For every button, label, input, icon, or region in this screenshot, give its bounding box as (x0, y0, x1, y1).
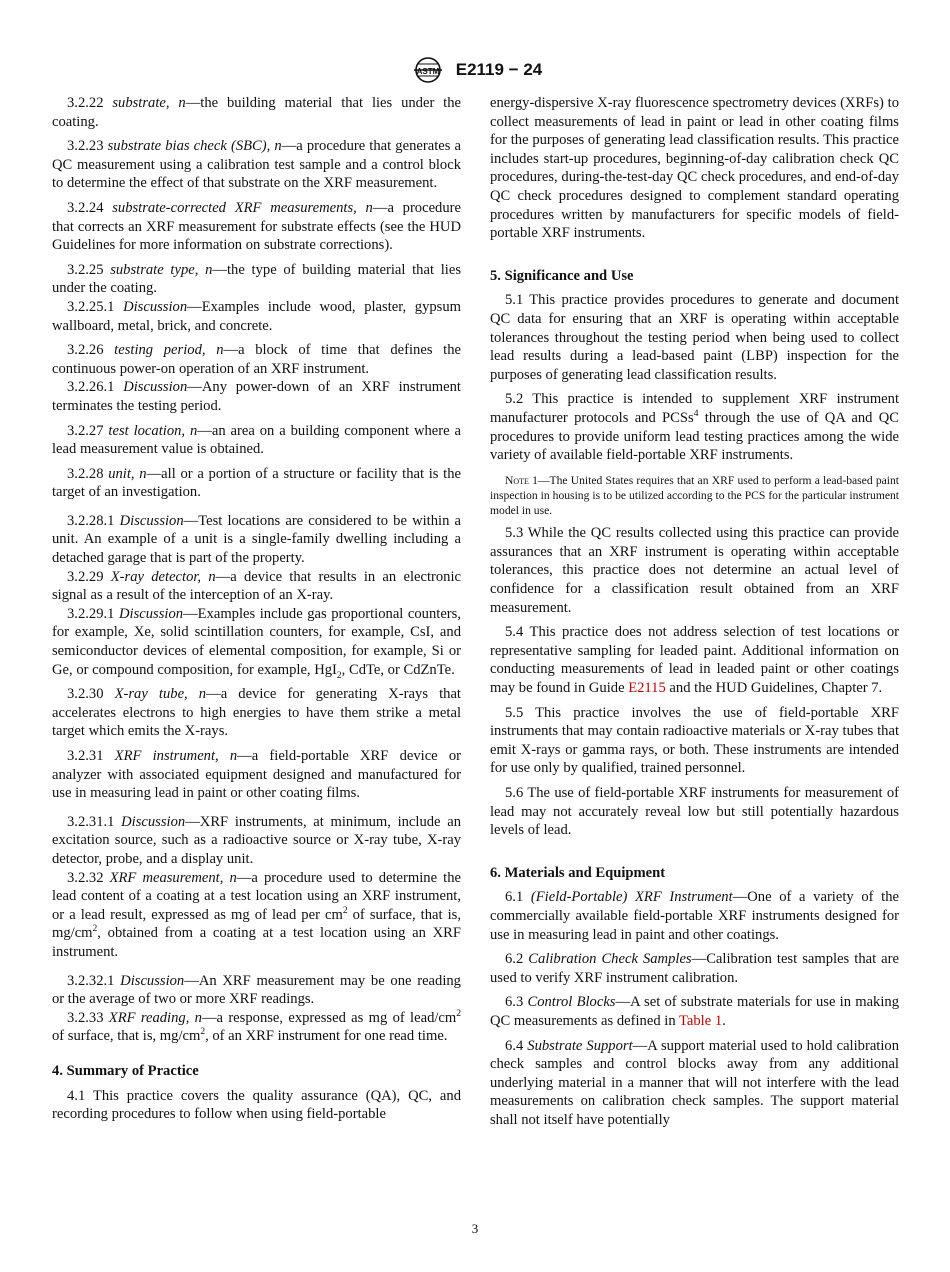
definition-3-2-22: 3.2.22 substrate, n—the building material that lies under the coating. (52, 95, 462, 130)
paragraph-5-4: 5.4 This practice does not address selection of test locations or representative sampling for leaded paint. Additional information on conducting measurements of lead in leaded paint or other coatings may be found in Guide E2115 and the HUD Guidelines, Chapter 7. (490, 624, 899, 697)
section-heading-4: 4. Summary of Practice (52, 1062, 199, 1079)
page-header (0, 56, 950, 84)
section-heading-6: 6. Materials and Equipment (490, 864, 666, 881)
definition-3-2-27: 3.2.27 test location, n—an area on a building component where a lead measurement value is obtained. (52, 422, 461, 458)
table-1-link[interactable]: Table 1 (679, 1012, 723, 1029)
definition-3-2-29: 3.2.29 X-ray detector, n—a device that results in an electronic signal as a result of the interception of an X-ray. (52, 568, 461, 604)
paragraph-4-1: 4.1 This practice covers the quality assurance (QA), QC, and recording procedures to follow when using field-portable (52, 1087, 461, 1123)
right-column (490, 94, 899, 1136)
paragraph-5-3: 5.3 While the QC results collected using this practice can provide assurances that an XRF instrument is operating within acceptable tolerances, this practice does not determine an actual level of confidence for a classification result obtained from an XRF measurement. (490, 525, 899, 616)
paragraph-6-1: 6.1 (Field-Portable) XRF Instrument—One of a variety of the commercially available field-portable XRF instruments designed for use in measuring lead in paint and other coatings. (490, 889, 899, 943)
left-column (52, 94, 461, 1130)
paragraph-6-3: 6.3 Control Blocks—A set of substrate materials for use in making QC measurements as defined in Table 1. (490, 994, 900, 1029)
definition-3-2-24: 3.2.24 substrate-corrected XRF measurements, n—a procedure that corrects an XRF measurement for substrate effects (see the HUD Guidelines for more information on substrate corrections). (52, 199, 461, 254)
definition-3-2-30: 3.2.30 X-ray tube, n—a device for generating X-rays that accelerates electrons to high energies to have them strike a metal target which emits the X-rays. (52, 686, 461, 740)
paragraph-5-6: 5.6 The use of field-portable XRF instruments for measurement of lead may not accurately reveal low but still potentially hazardous levels of lead. (490, 785, 900, 839)
astm-logo-icon (408, 56, 448, 84)
paragraph-6-2: 6.2 Calibration Check Samples—Calibration test samples that are used to verify XRF instrument calibration. (490, 951, 899, 986)
definition-3-2-32: 3.2.32 XRF measurement, n—a procedure used to determine the lead content of a coating at a test location using an XRF instrument, or a lead result, expressed as mg of lead per $cm^2$ of surface, that is, $mg/cm^2$, obtained from a coating at a test location using an XRF instrument. (52, 869, 461, 960)
discussion-3-2-25-1: 3.2.25.1 Discussion—Examples include wood, plaster, gypsum wallboard, metal, brick, and concrete. (52, 298, 462, 334)
note-1: Note 1—The United States requires that an XRF used to perform a lead-based paint inspection in housing is to be utilized according to the PCS for the particular instrument model in use. (490, 473, 900, 518)
paragraph-5-5: 5.5 This practice involves the use of field-portable XRF instruments that may contain radioactive materials or X-ray tubes that emit X-rays or gamma rays, or both. These instruments are intended for use only by qualified, trained personnel. (490, 704, 899, 777)
discussion-3-2-28-1: 3.2.28.1 Discussion—Test locations are considered to be within a unit. An example of a unit is a single-family dwelling including a detached garage that is part of the property. (52, 512, 461, 567)
definition-3-2-28: 3.2.28 unit, n—all or a portion of a structure or facility that is the target of an investigation. (52, 465, 462, 501)
definition-3-2-23: 3.2.23 substrate bias check (SBC), n—a procedure that generates a QC measurement using a calibration test sample and a control block to determine the effect of that substrate on the XRF measurement. (52, 138, 461, 192)
section-heading-5: 5. Significance and Use (490, 267, 634, 284)
definition-3-2-33: 3.2.33 XRF reading, n—a response, expressed as mg of lead/$cm^2$ of surface, that is, $mg/cm^2$, of an XRF instrument for one read time. (52, 1008, 461, 1045)
paragraph-5-1: 5.1 This practice provides procedures to generate and document QC data for ensuring that an XRF is operating within acceptable tolerances throughout the testing period when being used to collect lead results during a lead-based paint (LBP) inspection for the purposes of generating lead classification results. (490, 292, 899, 383)
discussion-3-2-32-1: 3.2.32.1 Discussion—An XRF measurement may be one reading or the average of two or more XRF readings. (52, 972, 461, 1008)
svg-text:ASTM: ASTM (416, 67, 440, 76)
document-code: E2119 − 24 (455, 60, 543, 79)
discussion-3-2-29-1: 3.2.29.1 Discussion—Examples include gas proportional counters, for example, Xe, solid scintillation counters, for example, CsI, and semiconductor devices of elemental composition, for example, Si or Ge, or compound composition, for example, HgI$_2$, CdTe, or CdZnTe. (52, 605, 461, 681)
discussion-3-2-26-1: 3.2.26.1 Discussion—Any power-down of an XRF instrument terminates the testing period. (52, 379, 461, 414)
paragraph-6-4: 6.4 Substrate Support—A support material used to hold calibration check samples and control blocks away from any additional underlying material in a manner that will not interfere with the lead measurements on calibration check samples. The support material shall not itself have potentially (490, 1037, 900, 1128)
guide-e2115-link[interactable]: E2115 (628, 680, 666, 697)
page-number: 3 (471, 1221, 479, 1236)
discussion-3-2-31-1: 3.2.31.1 Discussion—XRF instruments, at minimum, include an excitation source, such as a radioactive source or X-ray tube, X-ray detector, probe, and a display unit. (52, 813, 461, 867)
definition-3-2-26: 3.2.26 testing period, n—a block of time that defines the continuous power-on operation of an XRF instrument. (52, 342, 462, 377)
paragraph-5-2: 5.2 This practice is intended to supplement XRF instrument manufacturer protocols and PCSs$^4$ through the use of QA and QC procedures to provide uniform lead testing practices among the wide variety of available field-portable XRF instruments. (490, 391, 900, 464)
definition-3-2-31: 3.2.31 XRF instrument, n—a field-portable XRF device or analyzer with associated equipment designed and manufactured for use in measuring lead in paint or other coating films. (52, 748, 461, 802)
paragraph-4-1-continued: energy-dispersive X-ray fluorescence spectrometry devices (XRFs) to collect measurements of lead in paint or lead in other coating films for the purposes of generating lead classification results. This practice includes start-up procedures, beginning-of-day calibration check QC procedures, during-the-test-day QC check procedures, and end-of-day QC check procedures designed to complement standard operating procedures written by manufacturers for specific models of field-portable XRF instruments. (490, 95, 899, 242)
definition-3-2-25: 3.2.25 substrate type, n—the type of building material that lies under the coating. (52, 261, 461, 297)
